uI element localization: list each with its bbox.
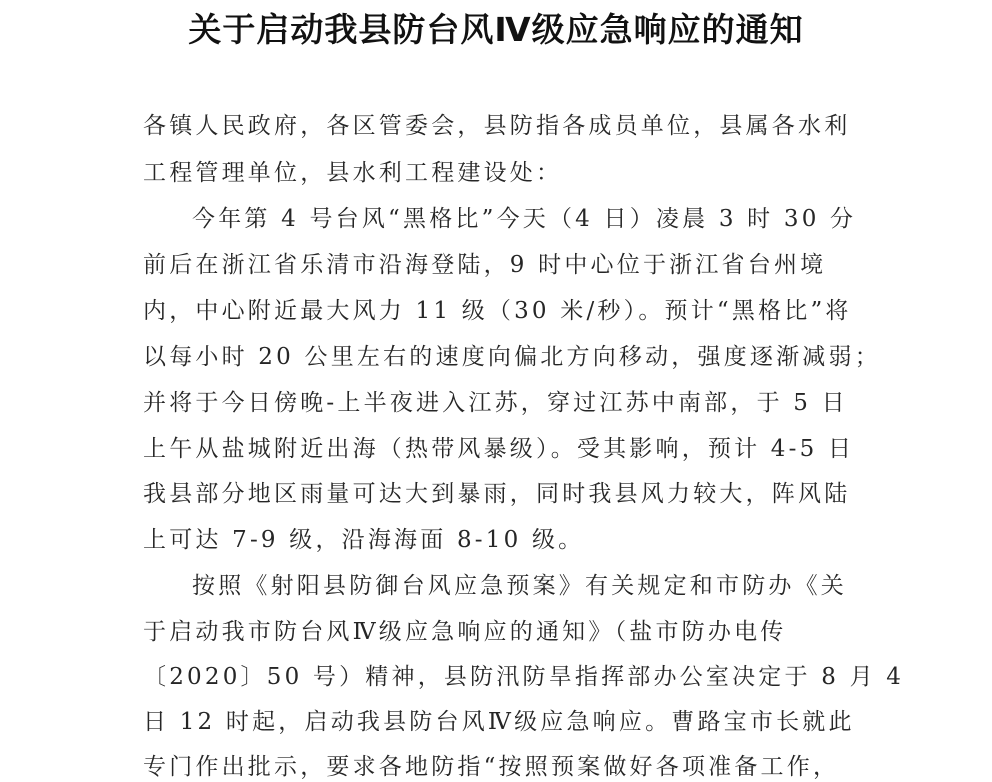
body-line-11: 按照《射阳县防御台风应急预案》有关规定和市防办《关: [192, 573, 847, 599]
body-line-1: 各镇人民政府，各区管委会，县防指各成员单位，县属各水利: [143, 113, 851, 139]
body-line-5: 内，中心附近最大风力 11 级（30 米/秒）。预计“黑格比”将: [143, 298, 852, 324]
body-line-4: 前后在浙江省乐清市沿海登陆，9 时中心位于浙江省台州境: [143, 252, 827, 278]
body-line-8: 上午从盐城附近出海（热带风暴级）。受其影响，预计 4-5 日: [143, 436, 855, 462]
body-line-7: 并将于今日傍晚-上半夜进入江苏，穿过江苏中南部，于 5 日: [143, 390, 848, 416]
body-line-12: 于启动我市防台风Ⅳ级应急响应的通知》（盐市防办电传: [143, 619, 787, 645]
body-line-6: 以每小时 20 公里左右的速度向偏北方向移动，强度逐渐减弱；: [143, 344, 881, 370]
body-line-2: 工程管理单位，县水利工程建设处：: [143, 160, 563, 186]
body-line-15: 专门作出批示，要求各地防指“按照预案做好各项准备工作，: [143, 754, 840, 780]
body-line-10: 上可达 7-9 级，沿海海面 8-10 级。: [143, 527, 585, 553]
body-line-13: 〔2020〕50 号）精神，县防汛防旱指挥部办公室决定于 8 月 4: [143, 664, 905, 690]
document-title: 关于启动我县防台风Ⅳ级应急响应的通知: [188, 10, 804, 49]
body-line-3: 今年第 4 号台风“黑格比”今天（4 日）凌晨 3 时 30 分: [192, 206, 857, 232]
body-line-14: 日 12 时起，启动我县防台风Ⅳ级应急响应。曹路宝市长就此: [143, 709, 855, 735]
body-line-9: 我县部分地区雨量可达大到暴雨，同时我县风力较大，阵风陆: [143, 481, 851, 507]
